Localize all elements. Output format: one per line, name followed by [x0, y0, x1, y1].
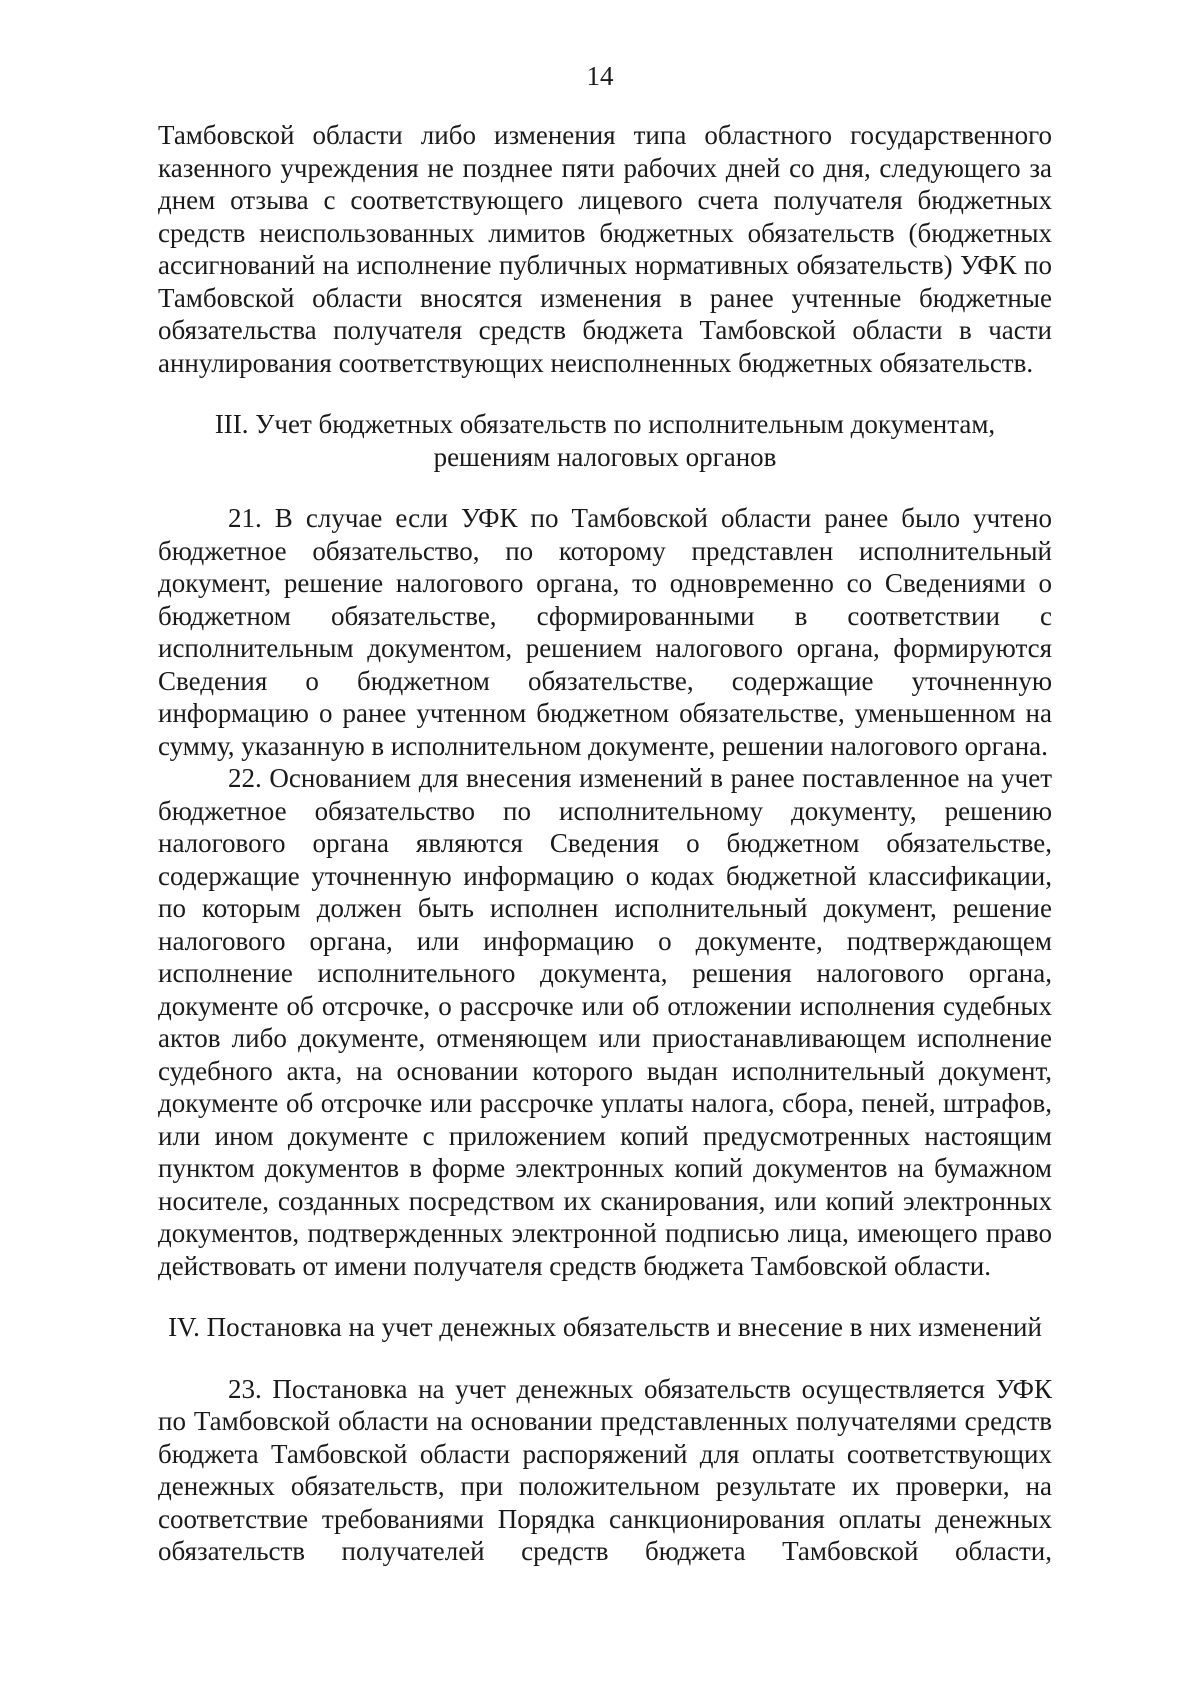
- paragraph-23: 23. Постановка на учет денежных обязательств осуществляется УФК по Тамбовской области на основании представленных получателями средств бюджета Тамбовской области распоряжений для оплаты соответствующих денежных обязательств, при положительном результате их проверки, на соответствие требованиями Порядка санкционирования оплаты денежных обязательств получателей средств бюджета Тамбовской области,: [158, 1373, 1052, 1566]
- paragraph-21: 21. В случае если УФК по Тамбовской области ранее было учтено бюджетное обязательство, по которому представлен исполнительный документ, решение налогового органа, то одновременно со Сведениями о бюджетном обязательстве, сформированными в соответствии с исполнительным документом, решением налогового органа, формируются Сведения о бюджетном обязательстве, содержащие уточненную информацию о ранее учтенном бюджетном обязательстве, уменьшенном на сумму, указанную в исполнительном документе, решении налогового органа.: [158, 503, 1052, 761]
- paragraph-22: 22. Основанием для внесения изменений в ранее поставленное на учет бюджетное обязательство по исполнительному документу, решению налогового органа являются Сведения о бюджетном обязательстве, содержащие уточненную информацию о кодах бюджетной классификации, по которым должен быть исполнен исполнительный документ, решение налогового органа, или информацию о документе, подтверждающем исполнение исполнительного документа, решения налогового органа, документе об отсрочке, о рассрочке или об отложении исполнения судебных актов либо документе, отменяющем или приостанавливающем исполнение судебного акта, на основании которого выдан исполнительный документ, документе об отсрочке или рассрочке уплаты налога, сбора, пеней, штрафов, или ином документе с приложением копий предусмотренных настоящим пунктом документов в форме электронных копий документов на бумажном носителе, созданных посредством их сканирования, или копий электронных документов, подтвержденных электронной подписью лица, имеющего право действовать от имени получателя средств бюджета Тамбовской области.: [158, 763, 1052, 1281]
- page-number: 14: [586, 61, 614, 91]
- section-3-heading-line-2: решениям налоговых органов: [433, 441, 777, 472]
- spacer: [158, 379, 1052, 408]
- spacer: [158, 1282, 1052, 1311]
- section-3-heading: [158, 408, 1052, 473]
- section-3-heading-line-1: III. Учет бюджетных обязательств по исполнительным документам,: [214, 409, 996, 439]
- spacer: [158, 1344, 1052, 1373]
- paragraph-continuation: Тамбовской области либо изменения типа областного государственного казенного учреждения не позднее пяти рабочих дней со дня, следующего за днем отзыва с соответствующего лицевого счета получателя бюджетных средств неиспользованных лимитов бюджетных обязательств (бюджетных ассигнований на исполнение публичных нормативных обязательств) УФК по Тамбовской области вносятся изменения в ранее учтенные бюджетные обязательства получателя средств бюджета Тамбовской области в части аннулирования соответствующих неисполненных бюджетных обязательств.: [158, 120, 1052, 378]
- spacer: [158, 473, 1052, 502]
- document-body: [158, 119, 1052, 1568]
- section-4-heading: IV. Постановка на учет денежных обязательств и внесение в них изменений: [168, 1312, 1042, 1342]
